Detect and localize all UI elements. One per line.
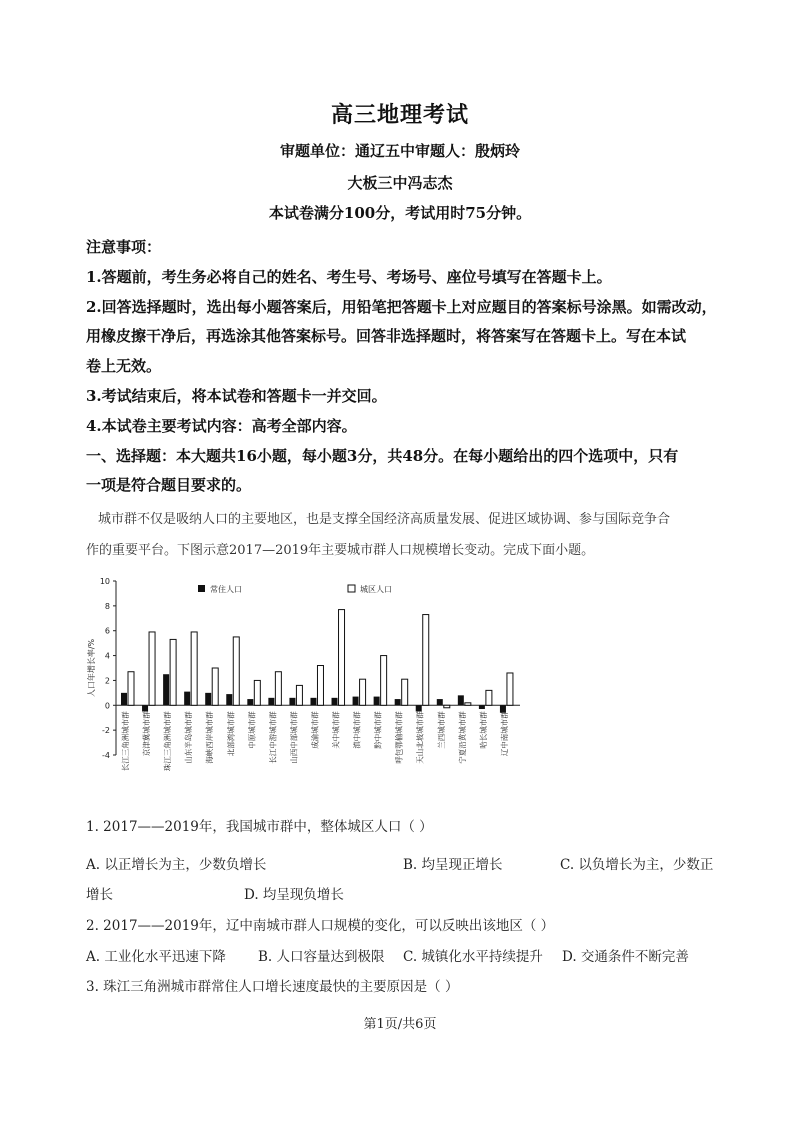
y-tick-label: 0	[104, 701, 110, 711]
bar-urban-9	[296, 685, 302, 705]
question-2-option-a: A. 工业化水平迅速下降	[86, 949, 226, 965]
question-2-stem: 2. 2017——2019年，辽中南城市群人口规模的变化，可以反映出该地区（ ）	[86, 918, 555, 934]
category-label-6: 北部湾城市群	[226, 711, 236, 757]
question-3-stem: 3. 珠江三角洲城市群常住人口增长速度最快的主要原因是（ ）	[86, 979, 459, 995]
bar-resident-6	[226, 694, 232, 705]
note-1: 1.答题前，考生务必将自己的姓名、考生号、考场号、座位号填写在答题卡上。	[86, 268, 612, 286]
note-3: 3.考试结束后，将本试卷和答题卡一并交回。	[86, 387, 387, 405]
bar-resident-11	[332, 698, 338, 705]
legend-swatch-urban	[348, 585, 355, 592]
bar-resident-2	[142, 705, 148, 711]
passage-line-1: 城市群不仅是吸纳人口的主要地区，也是支撑全国经济高质量发展、促进区域协调、参与国际竞争合	[98, 512, 671, 527]
bar-resident-12	[353, 697, 359, 706]
bar-resident-15	[416, 705, 422, 711]
bar-urban-13	[381, 656, 387, 706]
category-label-13: 黔中城市群	[373, 711, 383, 749]
bar-urban-18	[486, 690, 492, 705]
passage-line-2: 作的重要平台。下图示意2017—2019年主要城市群人口规模增长变动。完成下面小题。	[86, 543, 595, 558]
y-tick-label: 4	[104, 651, 110, 661]
bar-urban-7	[254, 680, 260, 705]
bar-resident-10	[310, 698, 316, 705]
category-label-8: 长江中游城市群	[268, 711, 278, 764]
category-label-3: 珠江三角洲城市群	[163, 711, 173, 772]
bar-resident-17	[458, 695, 464, 705]
bar-urban-4	[191, 632, 197, 705]
question-1-stem: 1. 2017——2019年，我国城市群中，整体城区人口（ ）	[86, 819, 433, 835]
y-tick-label: 2	[104, 676, 110, 686]
bar-urban-12	[360, 679, 366, 705]
note-4: 4.本试卷主要考试内容：高考全部内容。	[86, 417, 357, 435]
bar-urban-8	[275, 672, 281, 706]
question-1-option-d: D. 均呈现负增长	[244, 887, 344, 903]
score-time-line: 本试卷满分100分，考试用时75分钟。	[268, 204, 532, 222]
category-label-15: 天山北坡城市群	[415, 711, 425, 764]
y-tick-label: -4	[102, 751, 110, 760]
bar-resident-9	[289, 698, 295, 705]
category-label-1: 长江三角洲城市群	[121, 711, 130, 772]
bar-resident-14	[395, 699, 401, 705]
bar-resident-16	[437, 699, 443, 705]
bar-urban-19	[507, 673, 513, 705]
reviewer-line: 审题单位：通辽五中审题人：殷炳玲	[279, 142, 520, 160]
y-tick-label: 6	[104, 626, 110, 636]
bar-resident-3	[163, 674, 169, 705]
bar-urban-16	[444, 705, 450, 707]
bar-urban-10	[317, 666, 323, 706]
y-tick-label: 10	[99, 577, 110, 586]
question-2-option-b: B. 人口容量达到极限	[258, 949, 385, 965]
note-2-line-3: 卷上无效。	[86, 357, 162, 375]
bar-urban-2	[149, 632, 155, 705]
category-label-2: 京津冀城市群	[142, 711, 152, 757]
reviewer-line-2: 大板三中冯志杰	[347, 174, 453, 192]
legend-label-urban: 城区人口	[360, 585, 392, 594]
bar-urban-3	[170, 639, 176, 705]
bar-urban-17	[465, 703, 471, 705]
bar-resident-4	[184, 692, 190, 706]
bar-resident-8	[268, 698, 274, 705]
category-label-11: 关中城市群	[331, 711, 341, 749]
category-label-9: 山西中部城市群	[289, 711, 299, 764]
bar-urban-1	[128, 672, 134, 706]
category-label-12: 滇中城市群	[352, 711, 362, 749]
category-label-10: 成渝城市群	[310, 711, 320, 749]
section-heading-line-2: 一项是符合题目要求的。	[86, 476, 252, 494]
bar-urban-6	[233, 637, 239, 705]
page-number: 第1页/共6页	[363, 1017, 437, 1032]
question-1-option-b: B. 均呈现正增长	[403, 857, 503, 873]
bar-resident-1	[121, 693, 127, 705]
bar-resident-18	[479, 705, 485, 709]
bar-urban-11	[339, 610, 345, 706]
notes-heading: 注意事项：	[86, 238, 162, 256]
question-1-option-c-continued: 增长	[86, 887, 113, 903]
question-2-option-d: D. 交通条件不断完善	[562, 949, 689, 965]
y-tick-label: 8	[104, 601, 110, 611]
category-label-19: 辽中南城市群	[499, 711, 509, 757]
question-2-option-c: C. 城镇化水平持续提升	[403, 949, 543, 965]
y-axis-title: 人口年增长率/%	[87, 638, 96, 698]
category-label-4: 山东半岛城市群	[184, 711, 194, 764]
bar-resident-13	[374, 697, 380, 706]
bar-urban-5	[212, 668, 218, 705]
question-1-option-a: A. 以正增长为主，少数负增长	[86, 857, 267, 873]
legend-swatch-resident	[198, 585, 205, 592]
section-heading-line-1: 一、选择题：本大题共16小题，每小题3分，共48分。在每小题给出的四个选项中，只有	[86, 447, 679, 465]
category-label-14: 呼包鄂榆城市群	[394, 711, 404, 764]
category-label-7: 中原城市群	[247, 711, 257, 749]
category-label-5: 海峡西岸城市群	[205, 711, 215, 764]
category-label-18: 哈长城市群	[478, 711, 488, 749]
category-label-16: 兰西城市群	[436, 711, 446, 749]
note-2-line-2: 用橡皮擦干净后，再选涂其他答案标号。回答非选择题时，将答案写在答题卡上。写在本试	[86, 327, 687, 345]
legend-label-resident: 常住人口	[210, 585, 242, 594]
bar-resident-5	[205, 693, 211, 705]
bar-urban-15	[423, 615, 429, 706]
bar-resident-7	[247, 699, 253, 705]
category-label-17: 宁夏沿黄城市群	[457, 711, 467, 764]
bar-urban-14	[402, 679, 408, 705]
page-title: 高三地理考试	[330, 102, 469, 128]
y-tick-label: -2	[102, 726, 110, 736]
question-1-option-c: C. 以负增长为主，少数正	[560, 857, 714, 873]
note-2-line-1: 2.回答选择题时，选出每小题答案后，用铅笔把答题卡上对应题目的答案标号涂黑。如需改动，	[86, 298, 717, 316]
population-growth-chart	[80, 565, 540, 810]
